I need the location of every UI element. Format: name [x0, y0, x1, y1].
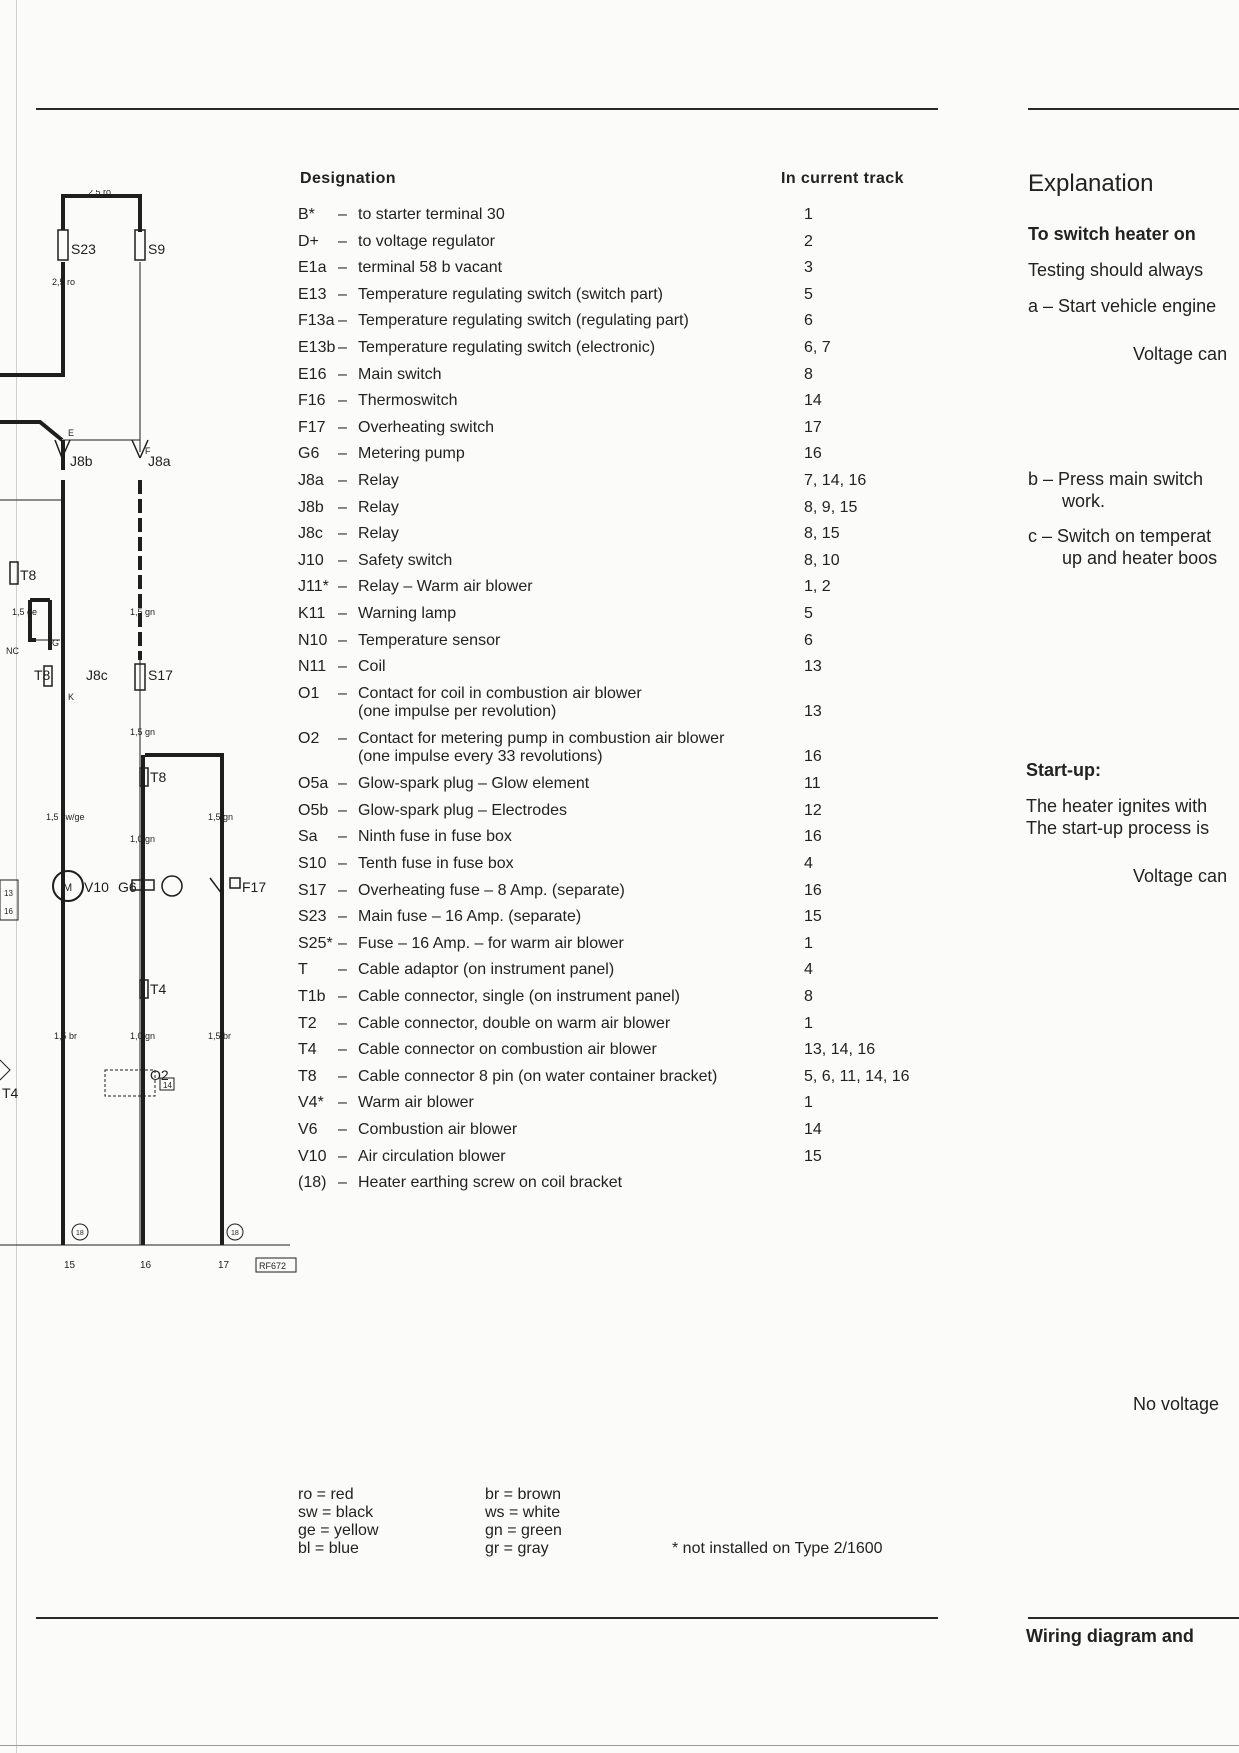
component-code: J10: [298, 552, 324, 569]
component-code: V6: [298, 1121, 318, 1138]
component-description: [358, 1121, 778, 1139]
top-rule-right: [1028, 108, 1239, 110]
component-description: [358, 366, 778, 384]
description-line: Thermoswitch: [358, 392, 458, 409]
description-line: Safety switch: [358, 552, 453, 569]
description-line: Glow-spark plug – Electrodes: [358, 802, 567, 819]
dash-separator: –: [338, 206, 347, 223]
step-b-text-2: work.: [1062, 491, 1106, 511]
dash-separator: –: [338, 445, 347, 462]
dash-separator: –: [338, 828, 347, 845]
component-code: E1a: [298, 259, 327, 276]
dash-separator: –: [338, 730, 347, 747]
component-code: E13b: [298, 339, 336, 356]
wire-label: 2,5 ro: [88, 190, 112, 197]
current-track-value: 6: [804, 632, 813, 649]
dash-separator: –: [338, 988, 347, 1005]
wire-label: 1,5 gn: [208, 812, 234, 822]
ground-label: 18: [231, 1230, 239, 1237]
component-description: [358, 445, 778, 463]
current-track-value: 8: [804, 988, 813, 1005]
component-description: [358, 1068, 778, 1086]
description-line: Fuse – 16 Amp. – for warm air blower: [358, 935, 624, 952]
description-line: Cable connector, single (on instrument panel): [358, 988, 680, 1005]
node-label: NC: [6, 646, 19, 656]
component-code: T2: [298, 1015, 317, 1032]
description-line: Cable adaptor (on instrument panel): [358, 961, 615, 978]
current-track-value: 15: [804, 1148, 822, 1165]
component-code: O5b: [298, 802, 329, 819]
component-description: [358, 525, 778, 543]
component-code: K11: [298, 605, 326, 622]
current-track-value: 2: [804, 233, 813, 250]
component-t8c: T8: [150, 769, 167, 785]
description-line: Overheating switch: [358, 419, 495, 436]
component-code: F13a: [298, 312, 335, 329]
current-track-value: 1: [804, 1094, 813, 1111]
component-description: [358, 1174, 778, 1192]
component-code: S17: [298, 882, 327, 899]
top-rule-left: [36, 108, 938, 110]
component-description: [358, 605, 778, 623]
description-line: Temperature regulating switch (regulating part): [358, 312, 689, 329]
current-track-value: 13, 14, 16: [804, 1041, 876, 1058]
wire-label: 1,5 sw/ge: [46, 812, 85, 822]
dash-separator: –: [338, 472, 347, 489]
component-code: S25*: [298, 935, 333, 952]
component-j8a: J8a: [148, 453, 171, 469]
color-key-item: ws = white: [485, 1504, 561, 1521]
switch-heater-heading: To switch heater on: [1028, 224, 1196, 244]
component-code: T8: [298, 1068, 317, 1085]
description-line: Main fuse – 16 Amp. (separate): [358, 908, 582, 925]
component-code: F17: [298, 419, 326, 436]
component-description: [358, 259, 778, 277]
description-line: Temperature sensor: [358, 632, 501, 649]
component-description: [358, 1015, 778, 1033]
wire-label: 1,0 gn: [130, 1031, 156, 1041]
component-description: [358, 961, 778, 979]
component-description: [358, 206, 778, 224]
component-code: E13: [298, 286, 327, 303]
component-description: [358, 1094, 778, 1112]
description-line: Warm air blower: [358, 1094, 474, 1111]
component-code: Sa: [298, 828, 318, 845]
color-key-item: sw = black: [298, 1504, 374, 1521]
current-track-value: 8, 15: [804, 525, 840, 542]
current-track-value: 4: [804, 855, 813, 872]
dash-separator: –: [338, 1041, 347, 1058]
color-key-item: ge = yellow: [298, 1522, 379, 1539]
description-line: Cable connector 8 pin (on water container bracket): [358, 1068, 718, 1085]
color-key-item: bl = blue: [298, 1540, 359, 1557]
startup-text-1: The heater ignites with: [1026, 796, 1208, 816]
description-line: to voltage regulator: [358, 233, 495, 250]
component-code: T4: [298, 1041, 317, 1058]
component-s23: S23: [71, 241, 96, 257]
dash-separator: –: [338, 259, 347, 276]
component-code: (18): [298, 1174, 327, 1191]
wiring-diagram: [0, 190, 300, 1280]
step-b-text: b – Press main switch: [1028, 469, 1204, 489]
component-t8b: T8: [34, 667, 51, 683]
component-description: [358, 392, 778, 410]
description-line: Coil: [358, 658, 386, 675]
description-line-2: (one impulse per revolution): [358, 703, 557, 720]
description-line: Contact for coil in combustion air blower: [358, 685, 642, 702]
description-line: to starter terminal 30: [358, 206, 505, 223]
description-line: Combustion air blower: [358, 1121, 518, 1138]
component-code: T: [298, 961, 308, 978]
current-track-value: 8: [804, 366, 813, 383]
description-line: Cable connector on combustion air blower: [358, 1041, 657, 1058]
component-code: D+: [298, 233, 319, 250]
startup-text-2: The start-up process is: [1026, 818, 1210, 838]
current-track-value: 1: [804, 935, 813, 952]
track-number: 15: [64, 1260, 76, 1271]
component-t4a: T4: [150, 981, 167, 997]
component-description: [358, 578, 778, 596]
current-track-value: 14: [804, 1121, 822, 1138]
testing-text: Testing should always: [1028, 260, 1204, 280]
dash-separator: –: [338, 392, 347, 409]
current-track-value: 16: [804, 828, 822, 845]
description-line: Relay: [358, 525, 399, 542]
dash-separator: –: [338, 775, 347, 792]
component-code: G6: [298, 445, 320, 462]
component-description: [358, 685, 778, 721]
component-f17: F17: [242, 879, 267, 895]
dash-separator: –: [338, 855, 347, 872]
current-track-heading: In current track: [781, 170, 904, 187]
component-description: [358, 935, 778, 953]
current-track-value: 17: [804, 419, 822, 436]
dash-separator: –: [338, 578, 347, 595]
component-code: J8a: [298, 472, 324, 489]
component-description: [358, 312, 778, 330]
current-track-value: 11: [804, 775, 821, 792]
description-line-2: (one impulse every 33 revolutions): [358, 748, 603, 765]
dash-separator: –: [338, 366, 347, 383]
box-label: 13: [4, 889, 13, 898]
component-code: S10: [298, 855, 327, 872]
component-o2: O2: [150, 1067, 169, 1083]
current-track-value: 6: [804, 312, 813, 329]
node-label: K: [68, 692, 75, 702]
dash-separator: –: [338, 802, 347, 819]
component-description: [358, 775, 778, 793]
color-key-item: ro = red: [298, 1486, 354, 1503]
diagram-ref: RF672: [259, 1261, 287, 1271]
dash-separator: –: [338, 908, 347, 925]
component-description: [358, 233, 778, 251]
component-description: [358, 988, 778, 1006]
current-track-value: 5: [804, 605, 813, 622]
dash-separator: –: [338, 1148, 347, 1165]
dash-separator: –: [338, 1068, 347, 1085]
description-line: Main switch: [358, 366, 442, 383]
description-line: Metering pump: [358, 445, 465, 462]
description-line: Warning lamp: [358, 605, 457, 622]
dash-separator: –: [338, 935, 347, 952]
bottom-rule-left: [36, 1617, 938, 1619]
bottom-rule-right: [1028, 1617, 1239, 1619]
component-g6: G6: [118, 879, 137, 895]
dash-separator: –: [338, 419, 347, 436]
box-label: 16: [4, 907, 13, 916]
current-track-value: 5, 6, 11, 14, 16: [804, 1068, 910, 1085]
node-label: F: [145, 446, 151, 456]
component-description: [358, 855, 778, 873]
current-track-value: 5: [804, 286, 813, 303]
dash-separator: –: [338, 1015, 347, 1032]
component-description: [358, 552, 778, 570]
color-key-item: gr = gray: [485, 1540, 549, 1557]
dash-separator: –: [338, 312, 347, 329]
component-j8b: J8b: [70, 453, 93, 469]
dash-separator: –: [338, 1094, 347, 1111]
track-number: 16: [140, 1260, 152, 1271]
current-track-value: 1: [804, 1015, 813, 1032]
current-track-value: 15: [804, 908, 822, 925]
current-track-value: 3: [804, 259, 813, 276]
step-c-text: c – Switch on temperat: [1028, 526, 1212, 546]
component-code: J8b: [298, 499, 324, 516]
description-line: Contact for metering pump in combustion air blower: [358, 730, 725, 747]
wire-label: 1,5 br: [208, 1031, 232, 1041]
description-line: Tenth fuse in fuse box: [358, 855, 514, 872]
description-line: Temperature regulating switch (switch part): [358, 286, 664, 303]
explanation-title: Explanation: [1028, 170, 1154, 197]
description-line: Temperature regulating switch (electronic): [358, 339, 656, 356]
voltage-text: Voltage can: [1133, 344, 1228, 364]
dash-separator: –: [338, 961, 347, 978]
current-track-value: 8, 10: [804, 552, 840, 569]
component-code: J8c: [298, 525, 323, 542]
footnote: * not installed on Type 2/1600: [672, 1540, 883, 1557]
component-code: N11: [298, 658, 327, 675]
component-description: [358, 1148, 778, 1166]
wire-label: 1,5 gn: [130, 607, 156, 617]
current-track-value: 4: [804, 961, 813, 978]
wire-label: 1,0 gn: [130, 834, 156, 844]
component-description: [358, 339, 778, 357]
component-code: V10: [298, 1148, 327, 1165]
description-line: Relay – Warm air blower: [358, 578, 533, 595]
dash-separator: –: [338, 1174, 347, 1191]
component-description: [358, 828, 778, 846]
motor-symbol: M: [63, 882, 73, 894]
component-description: [358, 908, 778, 926]
current-track-value: 1: [804, 206, 813, 223]
component-code: S23: [298, 908, 327, 925]
dash-separator: –: [338, 632, 347, 649]
description-line: terminal 58 b vacant: [358, 259, 503, 276]
component-description: [358, 472, 778, 490]
description-line: Cable connector, double on warm air blower: [358, 1015, 671, 1032]
current-track-value: 16: [804, 882, 822, 899]
component-code: E16: [298, 366, 327, 383]
designation-heading: Designation: [300, 170, 396, 187]
dash-separator: –: [338, 499, 347, 516]
current-track-value: 13: [804, 703, 822, 720]
dash-separator: –: [338, 658, 347, 675]
dash-separator: –: [338, 605, 347, 622]
dash-separator: –: [338, 882, 347, 899]
component-j8c: J8c: [86, 667, 108, 683]
wire-label: 1,5 br: [54, 1031, 78, 1041]
component-code: V4*: [298, 1094, 324, 1111]
component-description: [358, 632, 778, 650]
current-track-value: 1, 2: [804, 578, 831, 595]
component-code: B*: [298, 206, 315, 223]
dash-separator: –: [338, 233, 347, 250]
startup-heading: Start-up:: [1026, 760, 1101, 780]
dash-separator: –: [338, 286, 347, 303]
component-description: [358, 658, 778, 676]
dash-separator: –: [338, 339, 347, 356]
description-line: Relay: [358, 499, 399, 516]
current-track-value: 16: [804, 445, 822, 462]
current-track-value: 16: [804, 748, 822, 765]
component-code: N10: [298, 632, 328, 649]
dash-separator: –: [338, 1121, 347, 1138]
wire-label: 2,5 ro: [52, 277, 76, 287]
track-number: 17: [218, 1260, 230, 1271]
dash-separator: –: [338, 525, 347, 542]
component-code: O1: [298, 685, 320, 702]
current-track-value: 8, 9, 15: [804, 499, 858, 516]
color-key-item: br = brown: [485, 1486, 562, 1503]
component-s17: S17: [148, 667, 173, 683]
footer-caption: Wiring diagram and: [1026, 1626, 1194, 1646]
box-label: 14: [163, 1081, 172, 1090]
component-description: [358, 499, 778, 517]
component-code: O5a: [298, 775, 329, 792]
component-description: [358, 730, 778, 766]
description-line: Ninth fuse in fuse box: [358, 828, 512, 845]
wire-label: 1,5 gn: [130, 727, 156, 737]
step-c-text-2: up and heater boos: [1062, 548, 1218, 568]
component-description: [358, 882, 778, 900]
description-line: Air circulation blower: [358, 1148, 506, 1165]
description-line: Relay: [358, 472, 399, 489]
description-line: Glow-spark plug – Glow element: [358, 775, 590, 792]
component-t8a: T8: [20, 567, 37, 583]
voltage-text-2: Voltage can: [1133, 866, 1228, 886]
node-label: E: [68, 428, 75, 438]
component-code: J11*: [298, 578, 329, 595]
wire-label: 1,5 ge: [12, 607, 38, 617]
component-t4b: T4: [2, 1085, 19, 1101]
component-description: [358, 419, 778, 437]
current-track-value: 13: [804, 658, 822, 675]
dash-separator: –: [338, 552, 347, 569]
component-description: [358, 1041, 778, 1059]
node-label: G: [52, 638, 60, 648]
page-bottom-edge: [0, 1745, 1239, 1746]
component-code: F16: [298, 392, 326, 409]
description-line: Heater earthing screw on coil bracket: [358, 1174, 623, 1191]
component-code: T1b: [298, 988, 326, 1005]
component-code: O2: [298, 730, 320, 747]
component-s9: S9: [148, 241, 166, 257]
description-line: Overheating fuse – 8 Amp. (separate): [358, 882, 625, 899]
current-track-value: 12: [804, 802, 822, 819]
component-v10: V10: [84, 879, 109, 895]
dash-separator: –: [338, 685, 347, 702]
current-track-value: 14: [804, 392, 822, 409]
current-track-value: 6, 7: [804, 339, 831, 356]
ground-label: 18: [76, 1230, 84, 1237]
component-description: [358, 286, 778, 304]
current-track-value: 7, 14, 16: [804, 472, 867, 489]
color-key-item: gn = green: [485, 1522, 562, 1539]
no-voltage-text: No voltage: [1133, 1394, 1220, 1414]
component-description: [358, 802, 778, 820]
step-a-text: a – Start vehicle engine: [1028, 296, 1217, 316]
